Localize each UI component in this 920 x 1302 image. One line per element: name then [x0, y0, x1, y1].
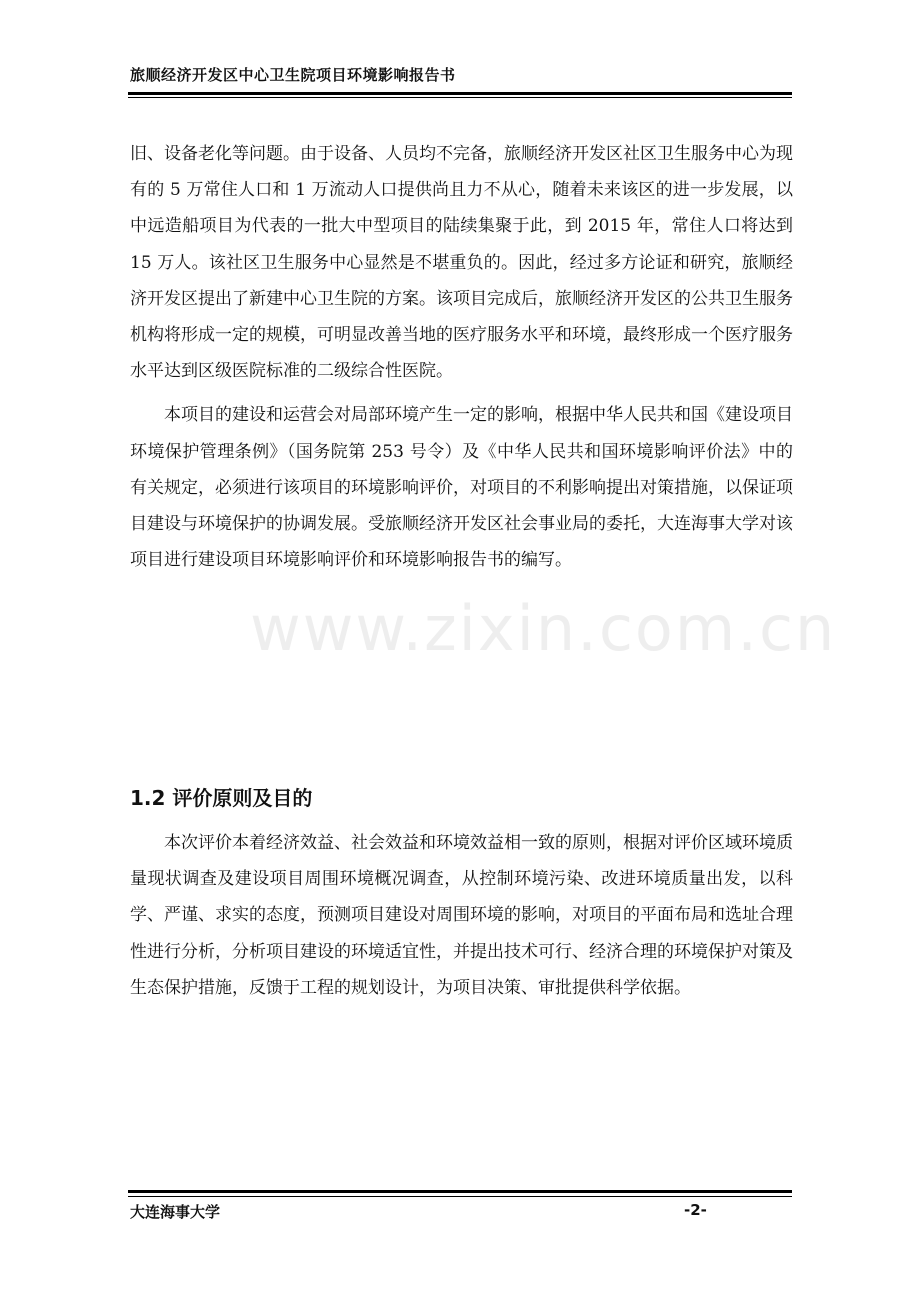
footer-rule-thin	[128, 1196, 792, 1197]
section-heading: 1.2 评价原则及目的	[130, 786, 313, 810]
paragraph-2: 本项目的建设和运营会对局部环境产生一定的影响，根据中华人民共和国《建设项目环境保护管理条例》（国务院第 253 号令）及《中华人民共和国环境影响评价法》中的有关规定，必须进行该项目的环境影响评价，对项目的不利影响提出对策措施，以保证项目建设与环境保护的协调发展。受旅顺经济开发区社会事业局的委托，大连海事大学对该项目进行建设项目环境影响评价和环境影响报告书的编写。	[130, 405, 793, 571]
page-number: -2-	[684, 1201, 707, 1219]
section-body	[130, 825, 793, 1006]
paragraph-1: 旧、设备老化等问题。由于设备、人员均不完备，旅顺经济开发区社区卫生服务中心为现有的 5 万常住人口和 1 万流动人口提供尚且力不从心，随着未来该区的进一步发展，以中远造船项目为代表的一批大中型项目的陆续集聚于此，到 2015 年，常住人口将达到 15 万人。该社区卫生服务中心显然是不堪重负的。因此，经过多方论证和研究，旅顺经济开发区提出了新建中心卫生院的方案。该项目完成后，旅顺经济开发区的公共卫生服务机构将形成一定的规模，可明显改善当地的医疗服务水平和环境，最终形成一个医疗服务水平达到区级医院标准的二级综合性医院。	[130, 144, 793, 382]
header-rule-thick	[128, 92, 792, 95]
footer-rule-thick	[128, 1190, 792, 1193]
header-rule-thin	[128, 97, 792, 98]
section-paragraph: 本次评价本着经济效益、社会效益和环境效益相一致的原则，根据对评价区域环境质量现状调查及建设项目周围环境概况调查，从控制环境污染、改进环境质量出发，以科学、严谨、求实的态度，预测项目建设对周围环境的影响，对项目的平面布局和选址合理性进行分析，分析项目建设的环境适宜性，并提出技术可行、经济合理的环境保护对策及生态保护措施，反馈于工程的规划设计，为项目决策、审批提供科学依据。	[130, 833, 793, 998]
header-title: 旅顺经济开发区中心卫生院项目环境影响报告书	[130, 66, 456, 84]
body-text	[130, 136, 793, 578]
footer-university: 大连海事大学	[130, 1203, 221, 1221]
watermark: www.zixin.com.cn	[250, 592, 837, 665]
